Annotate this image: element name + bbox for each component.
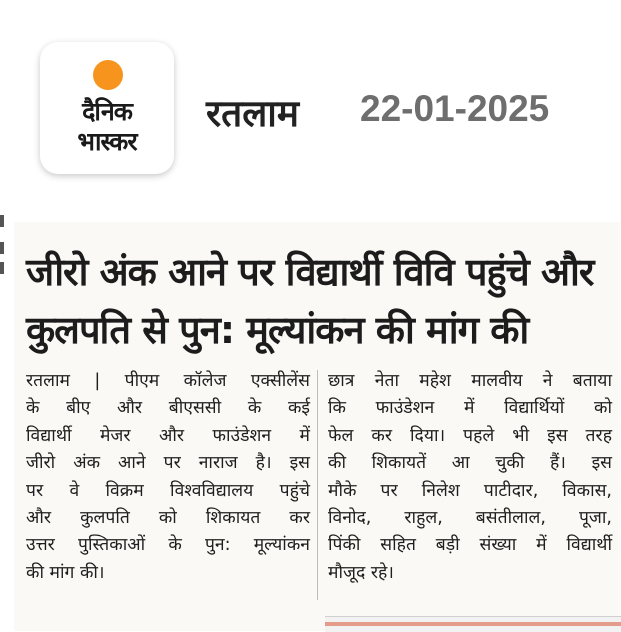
column-line: की मांग की। xyxy=(26,562,105,583)
clip-edge-mark xyxy=(0,262,4,274)
column-line: कि फाउंडेशन में विद्यार्थियों को xyxy=(328,398,612,419)
edition-date: 22-01-2025 xyxy=(360,88,550,129)
column-line: मौके पर निलेश पाटीदार, विकास, xyxy=(328,480,612,501)
article-column-2 xyxy=(328,368,612,587)
logo-text-line1: दैनिक xyxy=(82,97,132,126)
column-line: जीरो अंक आने पर नाराज है। इस xyxy=(26,453,310,474)
sun-icon xyxy=(93,60,123,90)
column-line: विद्यार्थी मेजर और फाउंडेशन में xyxy=(26,425,310,446)
column-line: विनोद, राहुल, बसंतीलाल, पूजा, xyxy=(328,508,612,529)
column-divider xyxy=(317,370,318,600)
column-line: पिंकी सहित बड़ी संख्या में विद्यार्थी xyxy=(328,535,612,556)
column-line: मौजूद रहे। xyxy=(328,562,394,583)
article-column-1 xyxy=(26,368,310,587)
city-name: रतलाम xyxy=(206,92,300,135)
headline-line-2: कुलपति से पुन: मूल्यांकन की मांग की xyxy=(26,308,529,352)
clip-edge-mark xyxy=(0,215,4,227)
column-line: फेल कर दिया। पहले भी इस तरह xyxy=(328,425,612,446)
logo-text-line2: भास्कर xyxy=(77,127,137,156)
adjacent-article-accent xyxy=(325,622,621,626)
column-line: छात्र नेता महेश मालवीय ने बताया xyxy=(328,371,612,391)
column-line: और कुलपति को शिकायत कर xyxy=(26,508,310,529)
column-line: रतलाम | पीएम कॉलेज एक्सीलेंस xyxy=(26,371,310,391)
dainik-bhaskar-logo xyxy=(40,42,174,174)
headline-line-1: जीरो अंक आने पर विद्यार्थी विवि पहुंचे और xyxy=(26,250,594,294)
column-line: के बीए और बीएससी के कई xyxy=(26,398,310,419)
column-line: उत्तर पुस्तिकाओं के पुन: मूल्यांकन xyxy=(26,535,310,556)
column-line: की शिकायतें आ चुकी हैं। इस xyxy=(328,453,612,474)
column-line: पर वे विक्रम विश्वविद्यालय पहुंचे xyxy=(26,480,310,501)
clip-edge-mark xyxy=(0,242,4,254)
